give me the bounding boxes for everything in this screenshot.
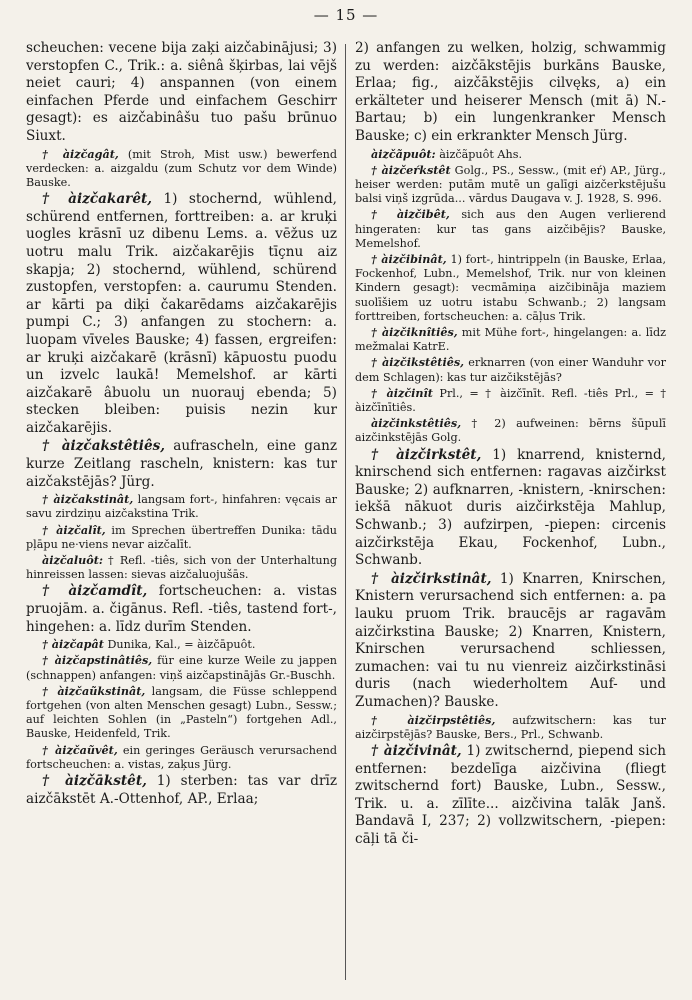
entry-headword: † àizčapât	[42, 637, 104, 652]
entry-headword: † àizčaũkstinât,	[42, 683, 146, 698]
entry-headword: † àizčirkstinât,	[371, 570, 492, 587]
entry-definition: † Refl. -tiês, sich von der Unterhaltung hinreissen lassen: sievas aizčaluojušās.	[26, 554, 337, 582]
entry-headword: † àizčakstinât,	[42, 492, 134, 507]
entry-headword: † àizčakarêt,	[42, 191, 152, 208]
entry-definition: Prl., = † àizčīnīt. Refl. -tiês Prl., = † àizčīnītiês.	[355, 386, 666, 415]
entry-headword: àizčãpuôt:	[371, 146, 436, 161]
entry-headword: † àizčirpstêtiês,	[371, 712, 496, 727]
entry-headword: † àizčirkstêt,	[371, 446, 482, 463]
entry-definition: langsam fort-, hinfahren: vęcais ar savu zirdziņu aizčakstina Trik.	[26, 493, 337, 521]
dictionary-entry	[26, 773, 337, 808]
entry-definition: scheuchen: vecene bija zaķi aizčabinājusi; 3) verstopfen C., Trik.: a. siênâ šķirbas, lai vējš neiet cauri; 4) anspannen (von einem einfachen Pferde und einfachem Geschirr gesagt): es aizčabinâšu tuo pašu brūnuo Siuxt.	[26, 40, 337, 144]
entry-definition: 1) zwitschernd, piepend sich entfernen: bezdelīga aizčivina (fliegt zwitschernd fort) Bauske, Lubn., Sessw., Trik. u. a. zīlīte... aizčivina talāk Janš. Bandavā I, 237; 2) vollzwitschern, -piepen: cāļi tā či-	[355, 742, 666, 847]
entry-headword: † àizčākstêt,	[42, 773, 147, 790]
entry-definition: fortscheuchen: a. vistas pruojām. a. čigānus. Refl. -tiês, tastend fort-, hingehen: a. līdz durīm Stenden.	[26, 583, 337, 635]
dictionary-entry	[355, 163, 666, 207]
entry-definition: 2) anfangen zu welken, holzig, schwammig zu werden: aizčākstējis burkāns Bauske, Erlaa; fig., aizčākstējis cilvęks, a) ein erkälteter und heiserer Mensch (mit ā) N.-Bartau; b) ein lungenkranker Mensch Bauske; c) ein erkrankter Mensch Jürg.	[355, 40, 666, 144]
entry-definition: Golg., PS., Sessw., (mit eŕ) AP., Jürg., heiser werden: putām mutē un galīgi aizčerkstējušu balsi viņš izgrūda... vārdus Daugava v. J. 1928, S. 996.	[355, 163, 666, 206]
dictionary-entry	[26, 523, 337, 552]
entry-headword: † àizčikstêtiês,	[371, 355, 465, 370]
entry-headword: † àizčalît,	[42, 522, 106, 537]
entry-headword: † àizčibinât,	[371, 251, 447, 266]
entry-definition: 1) stochernd, wühlend, schürend entfernen, forttreiben: a. ar kruķi uogles krāsnī uz dibenu Lems. a. vēžus uz uotru malu Trik. aizčakarējis tīçnu aiz skapja; 2) stochernd, wühlend, schürend zustopfen, verstopfen: a. caurumu Stenden. ar kārti pa diķi čakarēdams aizčakarējis pumpi C.; 3) anfangen zu stochern: a. luopam vīveles Bauske; 4) fassen, ergreifen: ar kruķi aizčakarē (krāsnī) kāpuostu puodu un izvelc laukā! Memelshof. ar kārti aizčakarē âbuolu un nuorauj ebenda; 5) stecken bleiben: puisis nezin kur aizčakarējis.	[26, 191, 337, 436]
entry-headword: † àizčiknîtiês,	[371, 325, 458, 339]
entry-definition: 1) Knarren, Knirschen, Knistern verursachend sich entfernen: a. pa lauku pruom Trik. braucējs ar ragavām aizčirkstina Bauske; 2) Knarren, Knistern, Knirschen verursachend schliessen, zumachen: vai tu nu vienreiz aizčirkstināsi duris (nach wiederholtem Auf- und Zumachen)? Bauske.	[355, 570, 666, 710]
dictionary-entry	[355, 447, 666, 570]
entry-definition: aufrascheln, eine ganz kurze Zeitlang rascheln, knistern: kas tur aizčakstējās? Jürg.	[26, 438, 337, 490]
entry-definition: 1) fort-, hintrippeln (in Bauske, Erlaa, Fockenhof, Lubn., Memelshof, Trik. nur von kleinen Kindern gesagt): vecmāmiņa aizčibināja maziem suolīšiem uz uotru istabu Schwanb.; 2) langsam forttreiben, fortscheuchen: a. cāļus Trik.	[355, 252, 666, 323]
entry-headword: † àizčeŕkstêt	[371, 162, 451, 177]
entry-headword: † àizčibêt,	[371, 207, 450, 222]
dictionary-entry	[355, 571, 666, 712]
dictionary-entry	[26, 743, 337, 772]
dictionary-entry	[26, 637, 337, 652]
dictionary-entry	[26, 553, 337, 582]
entry-definition: 1) knarrend, knisternd, knirschend sich entfernen: ragavas aizčirkst Bauske; 2) aufknarren, -knistern, -knirschen: iekšā nākuot duris aizčirkstēja Mahlup, Schwanb.; 3) aufzirpen, -piepen: circenis aizčirkstēja Ekau, Fockenhof, Lubn., Schwanb.	[355, 446, 666, 569]
dictionary-entry	[355, 147, 666, 162]
page-number: — 15 —	[313, 6, 379, 24]
entry-definition: mit Mühe fort-, hingelangen: a. līdz mežmalai KatrE.	[355, 326, 666, 354]
entry-definition: † 2) aufweinen: bērns šūpulī aizčinkstējās Golg.	[355, 417, 666, 445]
dictionary-entry	[26, 40, 337, 146]
dictionary-entry	[355, 386, 666, 415]
dictionary-entry	[355, 355, 666, 384]
entry-headword: † àizčakstêtiês,	[42, 438, 165, 455]
dictionary-entry	[26, 653, 337, 682]
dictionary-entry	[26, 191, 337, 437]
entry-definition: im Sprechen übertreffen Dunika: tādu pļāpu ne·viens nevar aizčalīt.	[26, 523, 337, 551]
entry-headword: † àizčaũvêt,	[42, 742, 118, 757]
entry-definition: sich aus den Augen verlierend hingeraten: kur tas gans aizčibējis? Bauske, Memelshof.	[355, 208, 666, 250]
entry-definition: àizčãpuôt Ahs.	[435, 147, 523, 161]
dictionary-entry	[355, 252, 666, 324]
dictionary-entry	[355, 40, 666, 146]
entry-headword: àizčaluôt:	[42, 553, 104, 568]
entry-definition: (mit Stroh, Mist usw.) bewerfend verdecken: a. aizgaldu (zum Schutz vor dem Winde) Bauske.	[26, 147, 337, 189]
dictionary-entry	[355, 713, 666, 742]
dictionary-entry	[26, 583, 337, 636]
entry-definition: Dunika, Kal., = àizčāpuôt.	[103, 638, 256, 652]
column-divider	[345, 44, 346, 980]
dictionary-entry	[26, 684, 337, 742]
entry-definition: ein geringes Geräusch verursachend fortscheuchen: a. vistas, zaķus Jürg.	[26, 743, 337, 771]
entry-headword: † àizčamdît,	[42, 583, 148, 600]
dictionary-entry	[26, 492, 337, 521]
entry-definition: aufzwitschern: kas tur aizčirpstējās? Bauske, Bers., Prl., Schwanb.	[355, 713, 666, 741]
entry-definition: 1) sterben: tas var drīz aizčākstēt A.-Ottenhof, AP., Erlaa;	[26, 773, 337, 807]
entry-headword: † àizčapstinâtiês,	[42, 653, 153, 668]
dictionary-entry	[355, 325, 666, 354]
entry-definition: langsam, die Füsse schleppend fortgehen (von alten Menschen gesagt) Lubn., Sessw.; auf leichten Sohlen (in „Pasteln“) fortgehen Adl., Bauske, Heidenfeld, Trik.	[26, 684, 337, 741]
entry-headword: † àizčagât,	[42, 146, 119, 161]
entry-headword: àizčinkstêtiês,	[371, 416, 462, 431]
dictionary-entry	[355, 416, 666, 445]
dictionary-entry	[355, 207, 666, 251]
dictionary-entry	[355, 743, 666, 849]
entry-definition: für eine kurze Weile zu jappen (schnappen) anfangen: viņš aizčapstinājās Gr.-Buschh.	[26, 654, 337, 682]
left-column	[26, 40, 337, 986]
dictionary-entry	[26, 438, 337, 491]
entry-headword: † àizčinît	[371, 385, 433, 400]
dictionary-entry	[26, 147, 337, 191]
entry-definition: erknarren (von einer Wanduhr vor dem Schlagen): kas tur aizčikstējās?	[355, 356, 666, 384]
entry-headword: † àizčivinât,	[371, 742, 462, 759]
right-column	[355, 40, 666, 986]
